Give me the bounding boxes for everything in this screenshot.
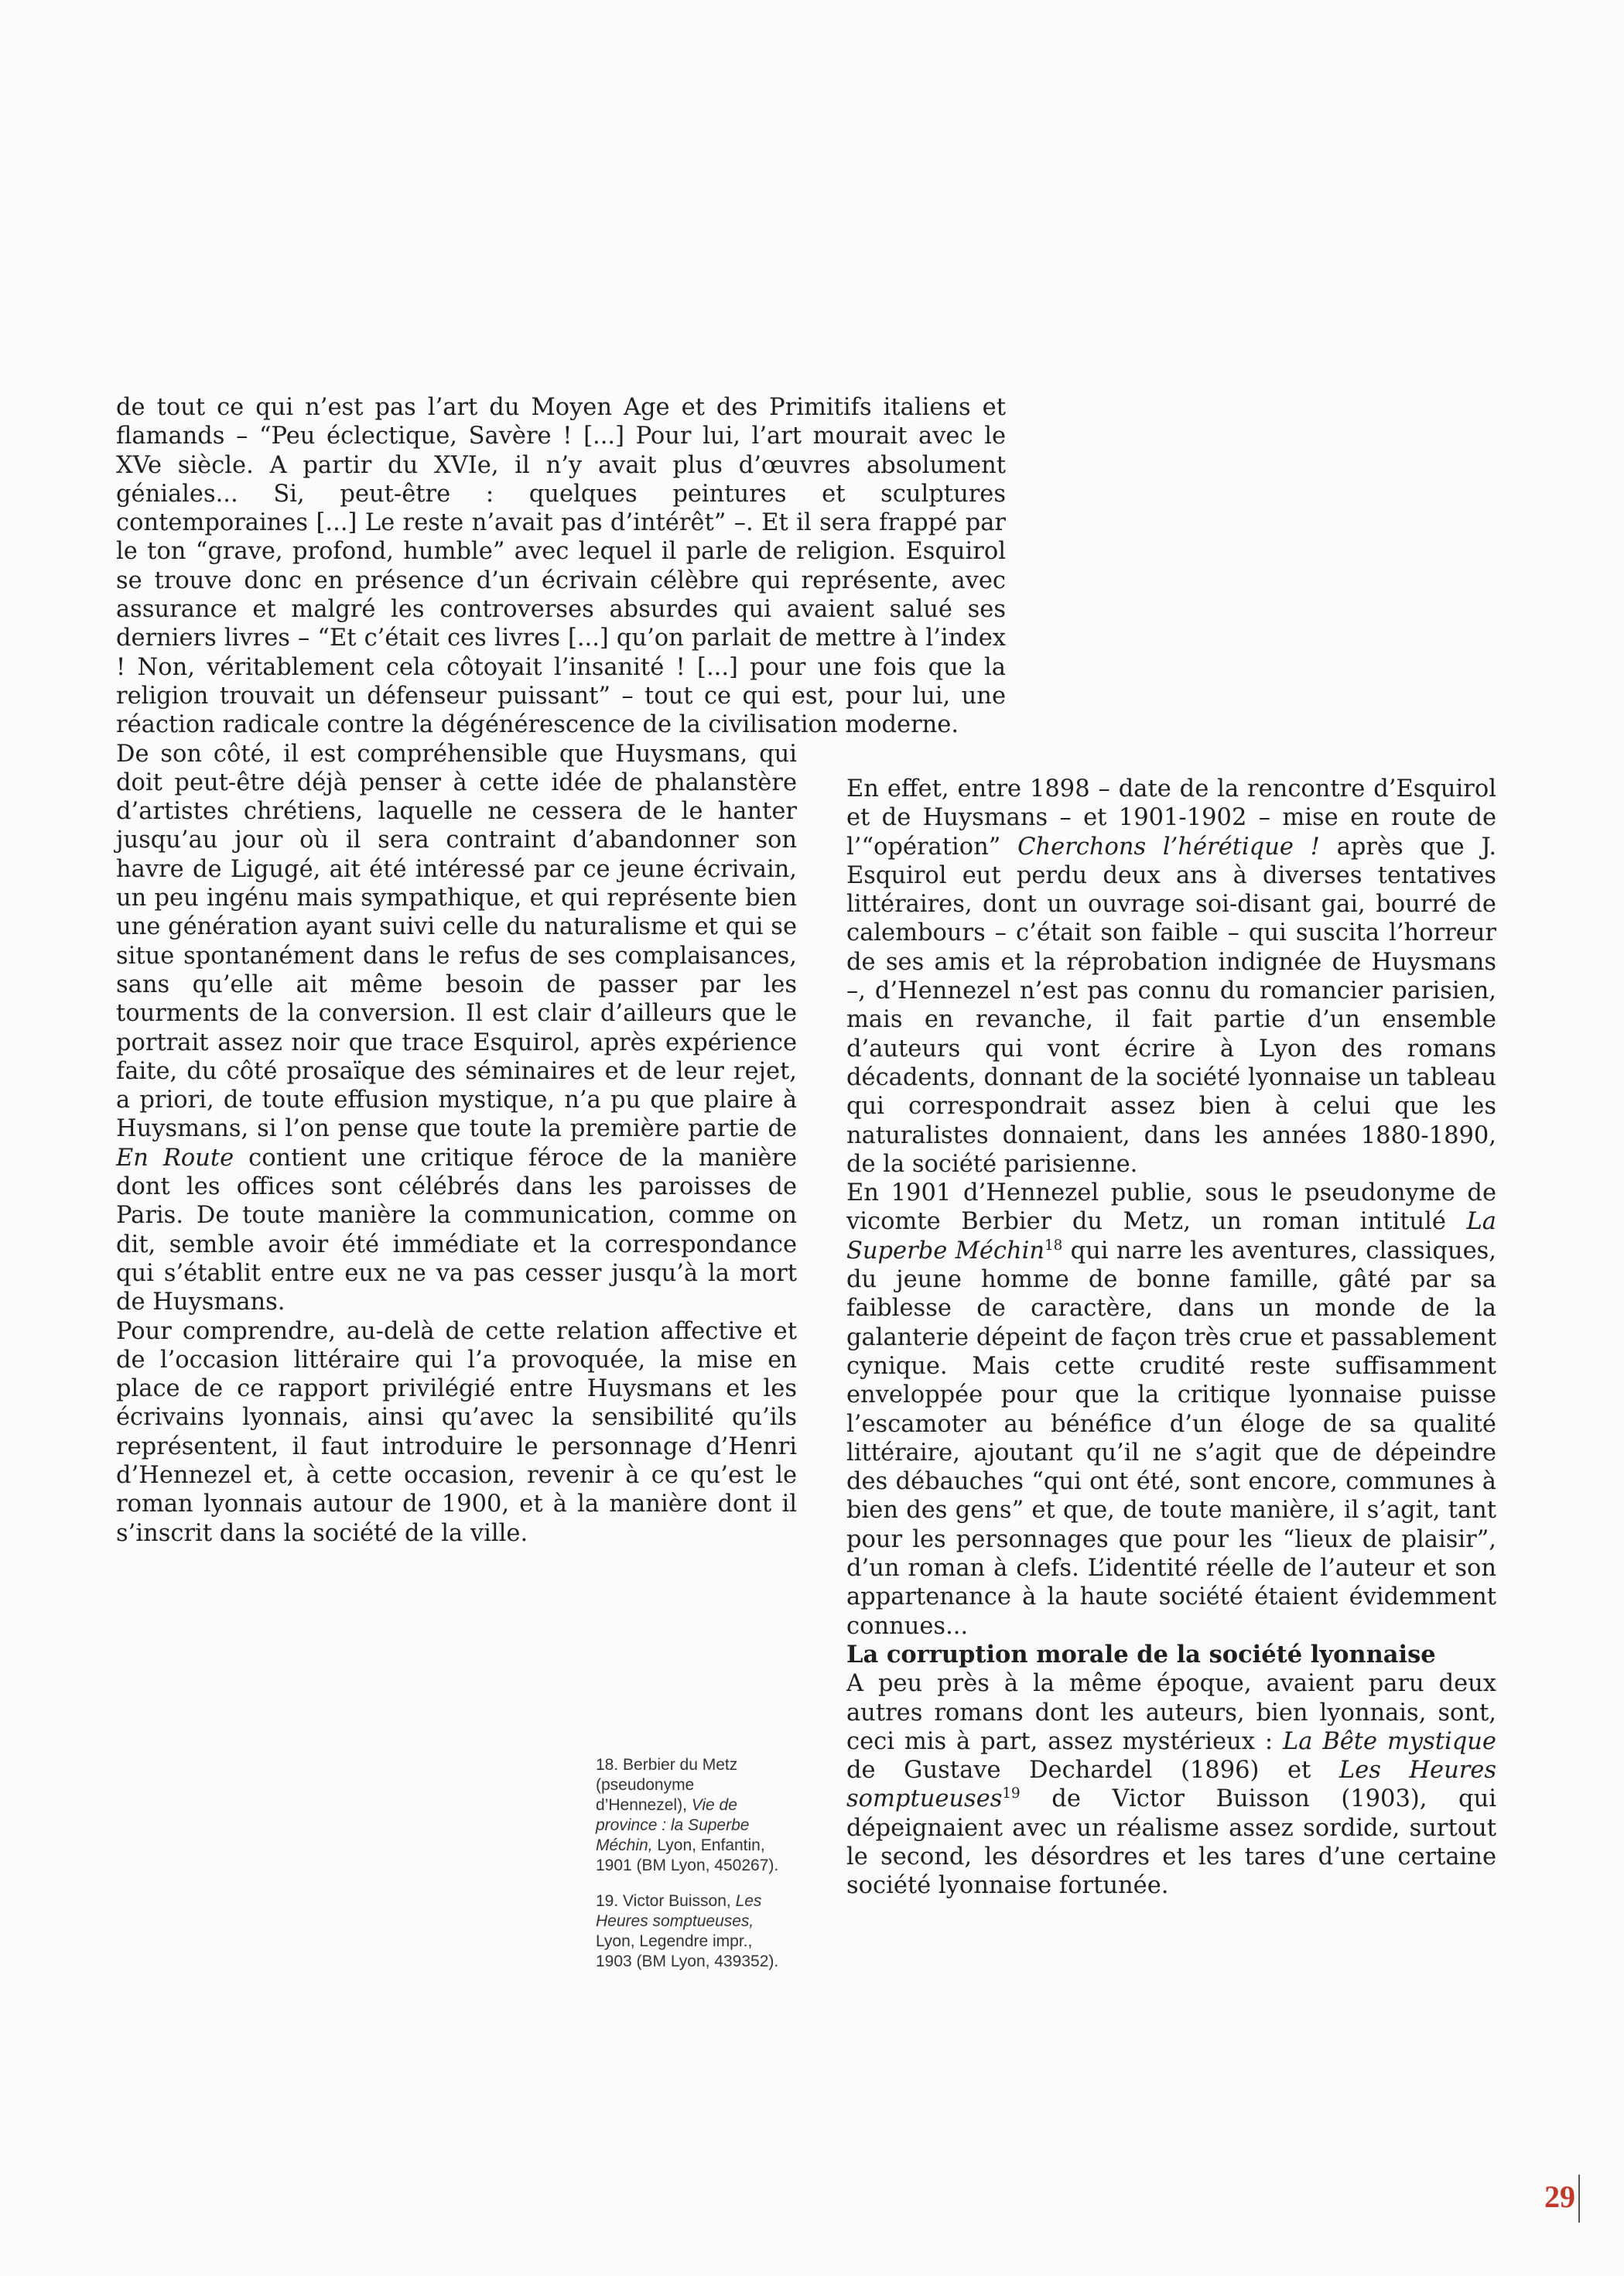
- page-number: 29: [1544, 2179, 1575, 2214]
- page-number-rule: [1578, 2175, 1580, 2223]
- footnotes: [596, 1755, 781, 1987]
- paragraph: En 1901 d’Hennezel publie, sous le pseudonyme de vicomte Berbier du Metz, un roman intitulé La Superbe Méchin$^{18}$ qui narre les aventures, classiques, du jeune homme de bonne famille, gâté par sa faiblesse de caractère, dans un monde de la galanterie dépeint de façon très crue et passablement cynique. Mais cette crudité reste suffisamment enveloppée pour que la critique lyonnaise puisse l’escamoter au bénéfice d’un éloge de sa qualité littéraire, ajoutant qu’il ne s’agit que de dépeindre des débauches “qui ont été, sont encore, communes à bien des gens” et que, de toute manière, il s’agit, tant pour les personnages que pour les “lieux de plaisir”, d’un roman à clefs. L’identité réelle de l’auteur et son appartenance à la haute société étaient évidemment connues...: [846, 1179, 1497, 1640]
- paragraph: A peu près à la même époque, avaient paru deux autres romans dont les auteurs, bien lyonnais, sont, ceci mis à part, assez mystérieux : La Bête mystique de Gustave Dechardel (1896) et Les Heures somptueuses$^{19}$ de Victor Buisson (1903), qui dépeignaient avec un réalisme assez sordide, surtout le second, les désordres et les tares d’une certaine société lyonnaise fortunée.: [846, 1670, 1496, 1900]
- narrow-text-block: [116, 740, 797, 1548]
- footnote-19: 19. Victor Buisson, Les Heures somptueuses, Lyon, Legendre impr., 1903 (BM Lyon, 439352).: [596, 1892, 779, 1970]
- paragraph: De son côté, il est compréhensible que Huysmans, qui doit peut-être déjà penser à cette idée de phalanstère d’artistes chrétiens, laquelle ne cessera de le hanter jusqu’au jour où il sera contraint d’abandonner son havre de Ligugé, ait été intéressé par ce jeune écrivain, un peu ingénu mais sympathique, et qui représente bien une génération ayant suivi celle du naturalisme et qui se situe spontanément dans le refus de ses complaisances, sans qu’elle ait même besoin de passer par les tourments de la conversion. Il est clair d’ailleurs que le portrait assez noir que trace Esquirol, après expérience faite, du côté prosaïque des séminaires et de leur rejet, a priori, de toute effusion mystique, n’a pu que plaire à Huysmans, si l’on pense que toute la première partie de En Route contient une critique féroce de la manière dont les offices sont célébrés dans les paroisses de Paris. De toute manière la communication, comme on dit, semble avoir été immédiate et la correspondance qui s’établit entre eux ne va pas cesser jusqu’à la mort de Huysmans.: [116, 740, 798, 1316]
- footnote-ref: 18: [1044, 1237, 1063, 1254]
- paragraph-wide: de tout ce qui n’est pas l’art du Moyen Age et des Primitifs italiens et flamands – “Peu éclectique, Savère ! [...] Pour lui, l’art mourait avec le XVe siècle. A partir du XVIe, il n’y avait plus d’œuvres absolument géniales... Si, peut-être : quelques peintures et sculptures contemporaines [...] Le reste n’avait pas d’intérêt” –. Et il sera frappé par le ton “grave, profond, humble” avec lequel il parle de religion. Esquirol se trouve donc en présence d’un écrivain célèbre qui représente, avec assurance et malgré les controverses absurdes qui avaient salué ses derniers livres – “Et c’était ces livres [...] qu’on parlait de mettre à l’index ! Non, véritablement cela côtoyait l’insanité ! [...] pour une fois que la religion trouvait un défenseur puissant” – tout ce qui est, pour lui, une réaction radicale contre la dégénérescence de la civilisation moderne.: [116, 394, 1006, 739]
- section-heading: La corruption morale de la société lyonnaise: [846, 1640, 1436, 1668]
- footnote-18: 18. Berbier du Metz (pseudonyme d’Hennezel), Vie de province : la Superbe Méchin, Lyon, Enfantin, 1901 (BM Lyon, 450267).: [596, 1756, 779, 1874]
- footnote-ref: 19: [1002, 1785, 1021, 1802]
- paragraph: En effet, entre 1898 – date de la rencontre d’Esquirol et de Huysmans – et 1901-1902 – mise en route de l’“opération” Cherchons l’hérétique ! après que J. Esquirol eut perdu deux ans à diverses tentatives littéraires, dont un ouvrage soi-disant gai, bourré de calembours – c’était son faible – qui suscita l’horreur de ses amis et la réprobation indignée de Huysmans –, d’Hennezel n’est pas connu du romancier parisien, mais en revanche, il fait partie d’un ensemble d’auteurs qui vont écrire à Lyon des romans décadents, donnant de la société lyonnaise un tableau qui correspondrait assez bien à celui que les naturalistes donnaient, dans les années 1880-1890, de la société parisienne.: [846, 775, 1497, 1178]
- paragraph: Pour comprendre, au-delà de cette relation affective et de l’occasion littéraire qui l’a provoquée, la mise en place de ce rapport privilégié entre Huysmans et les écrivains lyonnais, ainsi qu’avec la sensibilité qu’ils représentent, il faut introduire le personnage d’Henri d’Hennezel et, à cette occasion, revenir à ce qu’est le roman lyonnais autour de 1900, et à la manière dont il s’inscrit dans la société de la ville.: [116, 1317, 797, 1547]
- right-text-column: [846, 775, 1496, 1901]
